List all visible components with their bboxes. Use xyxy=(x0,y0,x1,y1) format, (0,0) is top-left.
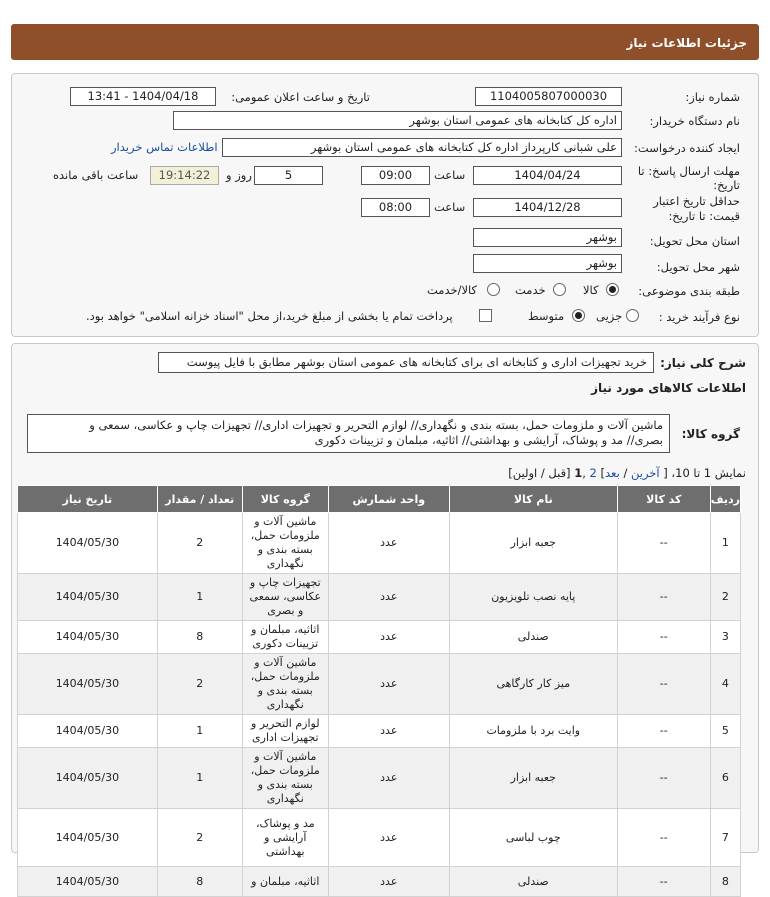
cell-unit: عدد xyxy=(328,574,449,621)
treasury-checkbox[interactable] xyxy=(479,309,492,322)
cell-need-date: 1404/05/30 xyxy=(18,654,158,715)
cell-row-number: 5 xyxy=(710,715,740,748)
page-title: جزئیات اطلاعات نیاز xyxy=(626,36,747,50)
goods-group-line1: ماشین آلات و ملزومات حمل، بسته بندی و نگهداری// لوازم التحریر و تجهیزات اداری// تجهیزات چاپ و عکاسی، سمعی و xyxy=(89,418,663,432)
cell-item-name: میز کار کارگاهی xyxy=(449,654,617,715)
category-radio-goods[interactable] xyxy=(606,283,619,296)
col-row-number: ردیف xyxy=(710,486,740,513)
cell-unit: عدد xyxy=(328,513,449,574)
cell-row-number: 2 xyxy=(710,574,740,621)
cell-item-name: صندلی xyxy=(449,621,617,654)
cell-item-name: جعبه ابزار xyxy=(449,748,617,809)
purchase-option-medium: متوسط xyxy=(528,309,565,323)
purchase-radio-medium[interactable] xyxy=(572,309,585,322)
buyer-org-field: اداره کل کتابخانه های عمومی استان بوشهر xyxy=(173,111,622,130)
cell-group: اثاثیه، مبلمان و تزیینات دکوری xyxy=(242,621,328,654)
cell-unit: عدد xyxy=(328,809,449,867)
cell-item-code: -- xyxy=(617,621,710,654)
cell-need-date: 1404/05/30 xyxy=(18,513,158,574)
cell-group: تجهیزات چاپ و عکاسی، سمعی و بصری xyxy=(242,574,328,621)
validity-time-field: 08:00 xyxy=(361,198,430,217)
cell-group: لوازم التحریر و تجهیزات اداری xyxy=(242,715,328,748)
deadline-time-field: 09:00 xyxy=(361,166,430,185)
category-label: طبقه بندی موضوعی: xyxy=(638,284,740,298)
cell-need-date: 1404/05/30 xyxy=(18,867,158,897)
remaining-time-label: ساعت باقی مانده xyxy=(53,168,139,182)
cell-row-number: 4 xyxy=(710,654,740,715)
cell-item-code: -- xyxy=(617,574,710,621)
deadline-label-line2: تاریخ: xyxy=(713,178,740,192)
cell-quantity: 2 xyxy=(157,654,242,715)
validity-time-label: ساعت xyxy=(434,200,466,214)
page-header xyxy=(11,24,759,60)
cell-item-name: چوب لباسی xyxy=(449,809,617,867)
cell-row-number: 8 xyxy=(710,867,740,897)
cell-group: ماشین آلات و ملزومات حمل، بسته بندی و نگهداری xyxy=(242,654,328,715)
deadline-days-field: 5 xyxy=(254,166,323,185)
validity-date-field: 1404/12/28 xyxy=(473,198,622,217)
purchase-type-label: نوع فرآیند خرید : xyxy=(658,310,740,324)
cell-quantity: 8 xyxy=(157,621,242,654)
city-label: شهر محل تحویل: xyxy=(656,260,740,274)
col-item-code: کد کالا xyxy=(617,486,710,513)
validity-label-line1: حداقل تاریخ اعتبار xyxy=(653,194,740,208)
cell-unit: عدد xyxy=(328,654,449,715)
pager-showing: نمایش 1 تا 10، xyxy=(671,466,746,480)
cell-quantity: 2 xyxy=(157,809,242,867)
col-unit: واحد شمارش xyxy=(328,486,449,513)
cell-item-code: -- xyxy=(617,809,710,867)
deadline-time-label: ساعت xyxy=(434,168,466,182)
col-need-date: تاریخ نیاز xyxy=(18,486,158,513)
cell-group: ماشین آلات و ملزومات حمل، بسته بندی و نگهداری xyxy=(242,513,328,574)
cell-item-code: -- xyxy=(617,654,710,715)
cell-group: ماشین آلات و ملزومات حمل، بسته بندی و نگهداری xyxy=(242,748,328,809)
cell-quantity: 1 xyxy=(157,574,242,621)
category-option-goods-service: کالا/خدمت xyxy=(427,283,478,297)
table-row[interactable] xyxy=(18,621,741,654)
cell-unit: عدد xyxy=(328,867,449,897)
announce-datetime-label: تاریخ و ساعت اعلان عمومی: xyxy=(231,90,370,104)
cell-row-number: 3 xyxy=(710,621,740,654)
pagination: نمایش 1 تا 10، [ آخرین / بعد] 2 ,1 [قبل / اولین] xyxy=(508,466,746,480)
need-number-label: شماره نیاز: xyxy=(685,90,740,104)
category-radio-service[interactable] xyxy=(553,283,566,296)
col-group: گروه کالا xyxy=(242,486,328,513)
cell-quantity: 8 xyxy=(157,867,242,897)
cell-need-date: 1404/05/30 xyxy=(18,621,158,654)
requester-field: علی شبانی کارپرداز اداره کل کتابخانه های عمومی استان بوشهر xyxy=(222,138,622,157)
announce-datetime-field: 1404/04/18 - 13:41 xyxy=(70,87,216,106)
province-label: استان محل تحویل: xyxy=(649,234,740,248)
deadline-days-label: روز و xyxy=(226,168,252,182)
category-option-service: خدمت xyxy=(515,283,546,297)
cell-quantity: 1 xyxy=(157,715,242,748)
validity-label-line2: قیمت: تا تاریخ: xyxy=(668,209,740,223)
cell-item-code: -- xyxy=(617,715,710,748)
cell-unit: عدد xyxy=(328,748,449,809)
requester-label: ایجاد کننده درخواست: xyxy=(634,141,740,155)
description-field: خرید تجهیزات اداری و کتابخانه ای برای کتابخانه های عمومی استان بوشهر مطابق با فایل پیوست xyxy=(158,352,654,373)
table-header-row xyxy=(18,486,741,513)
category-radio-goods-service[interactable] xyxy=(487,283,500,296)
goods-group-field xyxy=(27,414,670,453)
table-row[interactable] xyxy=(18,715,741,748)
purchase-option-minor: جزیی xyxy=(596,309,623,323)
cell-quantity: 2 xyxy=(157,513,242,574)
cell-row-number: 7 xyxy=(710,809,740,867)
cell-unit: عدد xyxy=(328,621,449,654)
treasury-note: پرداخت تمام یا بخشی از مبلغ خرید،از محل "اسناد خزانه اسلامی" خواهد بود. xyxy=(86,309,453,323)
cell-need-date: 1404/05/30 xyxy=(18,748,158,809)
pager-next-link[interactable]: بعد xyxy=(605,466,620,480)
cell-item-code: -- xyxy=(617,748,710,809)
table-row[interactable] xyxy=(18,809,741,867)
pager-prev-first: [قبل / اولین] xyxy=(508,466,571,480)
cell-item-name: پایه نصب تلویزیون xyxy=(449,574,617,621)
province-field: بوشهر xyxy=(473,228,622,247)
cell-quantity: 1 xyxy=(157,748,242,809)
need-number-field: 1104005807000030 xyxy=(475,87,622,106)
buyer-org-label: نام دستگاه خریدار: xyxy=(649,114,740,128)
cell-item-name: جعبه ابزار xyxy=(449,513,617,574)
table-row[interactable] xyxy=(18,574,741,621)
cell-unit: عدد xyxy=(328,715,449,748)
cell-item-name: وایت برد با ملزومات xyxy=(449,715,617,748)
goods-info-title: اطلاعات کالاهای مورد نیاز xyxy=(591,381,746,395)
cell-row-number: 6 xyxy=(710,748,740,809)
cell-item-code: -- xyxy=(617,513,710,574)
goods-group-line2: بصری// مد و پوشاک، آرایشی و بهداشتی// اثاثیه، مبلمان و تزیینات دکوری xyxy=(314,433,663,447)
description-label: شرح کلی نیاز: xyxy=(660,356,746,370)
table-row[interactable] xyxy=(18,748,741,809)
col-quantity: تعداد / مقدار xyxy=(157,486,242,513)
buyer-contact-link[interactable]: اطلاعات تماس خریدار xyxy=(111,140,218,154)
deadline-label-line1: مهلت ارسال پاسخ: تا xyxy=(637,164,740,178)
pager-last-link[interactable]: آخرین xyxy=(631,466,660,480)
cell-item-name: صندلی xyxy=(449,867,617,897)
category-option-goods: کالا xyxy=(583,283,599,297)
table-row[interactable] xyxy=(18,867,741,897)
cell-row-number: 1 xyxy=(710,513,740,574)
cell-group: مد و پوشاک، آرایشی و بهداشتی xyxy=(242,809,328,867)
goods-group-label: گروه کالا: xyxy=(681,427,740,441)
cell-need-date: 1404/05/30 xyxy=(18,809,158,867)
city-field: بوشهر xyxy=(473,254,622,273)
purchase-radio-minor[interactable] xyxy=(626,309,639,322)
table-row[interactable] xyxy=(18,654,741,715)
goods-table xyxy=(17,485,741,897)
cell-item-code: -- xyxy=(617,867,710,897)
deadline-date-field: 1404/04/24 xyxy=(473,166,622,185)
pager-page-2[interactable]: 2 xyxy=(589,466,597,480)
pager-page-1-current: 1 xyxy=(574,466,583,480)
cell-need-date: 1404/05/30 xyxy=(18,574,158,621)
remaining-time-field: 19:14:22 xyxy=(150,166,219,185)
cell-need-date: 1404/05/30 xyxy=(18,715,158,748)
col-item-name: نام کالا xyxy=(449,486,617,513)
table-row[interactable] xyxy=(18,513,741,574)
cell-group: اثاثیه، مبلمان و xyxy=(242,867,328,897)
